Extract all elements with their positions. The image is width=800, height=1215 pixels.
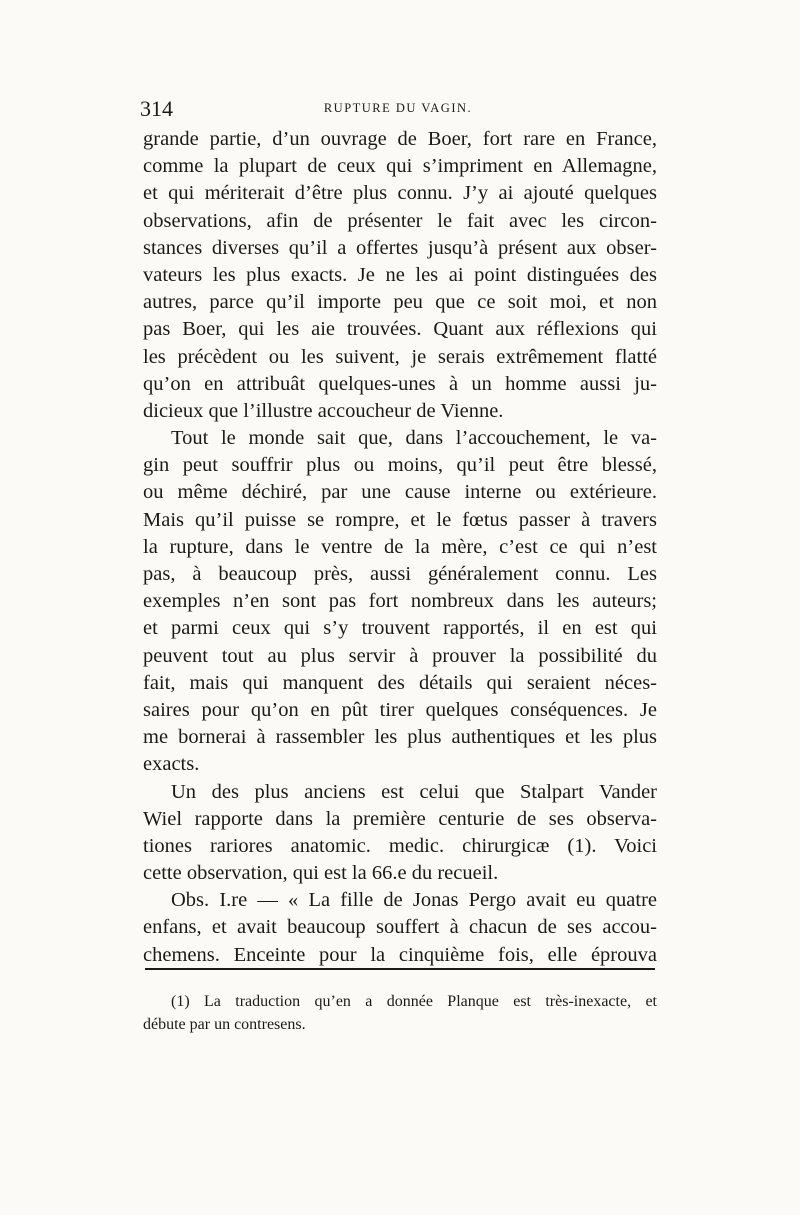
page-header <box>138 96 658 126</box>
text-line: pas, à beaucoup près, aussi généralement connu. Les <box>143 563 657 585</box>
page-number: 314 <box>140 96 173 121</box>
text-line: exemples n’en sont pas fort nombreux dans les auteurs; <box>143 590 657 613</box>
text-line: peuvent tout au plus servir à prouver la possibilité du <box>143 644 657 667</box>
text-line: observations, afin de présenter le fait avec les circon- <box>143 209 657 232</box>
text-line: Wiel rapporte dans la première centurie de ses observa- <box>143 807 657 830</box>
text-line: dicieux que l’illustre accoucheur de Vienne. <box>143 399 504 422</box>
text-line: Tout le monde sait que, dans l’accouchement, le va- <box>171 427 657 450</box>
text-line: comme la plupart de ceux qui s’impriment en Allemagne, <box>143 155 657 178</box>
text-line: Obs. I.re — « La fille de Jonas Pergo avait eu quatre <box>171 889 657 912</box>
text-line: enfans, et avait beaucoup souffert à chacun de ses accou- <box>143 916 657 939</box>
text-line: stances diverses qu’il a offertes jusqu’à présent aux obser- <box>143 236 657 259</box>
text-line: tiones rariores anatomic. medic. chirurgicæ (1). Voici <box>143 834 657 857</box>
text-line: ou même déchiré, par une cause interne ou extérieure. <box>143 481 657 504</box>
text-line: Mais qu’il puisse se rompre, et le fœtus passer à travers <box>143 508 657 531</box>
text-line: les précèdent ou les suivent, je serais extrêmement flatté <box>143 345 657 368</box>
text-line: et parmi ceux qui s’y trouvent rapportés, il en est qui <box>143 617 657 640</box>
text-line: vateurs les plus exacts. Je ne les ai point distinguées des <box>143 263 657 286</box>
text-line: fait, mais qui manquent des détails qui seraient néces- <box>143 671 657 694</box>
text-line: la rupture, dans le ventre de la mère, c’est ce qui n’est <box>143 535 657 558</box>
text-line: et qui mériterait d’être plus connu. J’y ai ajouté quelques <box>143 182 657 205</box>
footnote-line: (1) La traduction qu’en a donnée Planque est très-inexacte, et <box>171 993 657 1010</box>
text-line: grande partie, d’un ouvrage de Boer, fort rare en France, <box>143 128 657 150</box>
body-text <box>143 126 657 969</box>
text-line: saires pour qu’on en pût tirer quelques conséquences. Je <box>143 698 657 721</box>
text-line: pas Boer, qui les aie trouvées. Quant aux réflexions qui <box>143 318 657 341</box>
running-head: RUPTURE DU VAGIN. <box>323 101 473 115</box>
text-line: exacts. <box>143 753 200 776</box>
text-line: me bornerai à rassembler les plus authentiques et les plus <box>143 726 657 749</box>
footnotes <box>143 990 657 1036</box>
text-line: qu’on en attribuât quelques-unes à un homme aussi ju- <box>143 372 657 395</box>
footnote-line: débute par un contresens. <box>143 1016 306 1033</box>
text-line: cette observation, qui est la 66.e du recueil. <box>143 862 499 885</box>
text-line: gin peut souffrir plus ou moins, qu’il peut être blessé, <box>143 454 657 477</box>
text-line: autres, parce qu’il importe peu que ce soit moi, et non <box>143 291 657 314</box>
footnote-divider <box>145 968 655 970</box>
text-line: chemens. Enceinte pour la cinquième fois, elle éprouva <box>143 943 657 966</box>
text-line: Un des plus anciens est celui que Stalpart Vander <box>171 780 657 803</box>
